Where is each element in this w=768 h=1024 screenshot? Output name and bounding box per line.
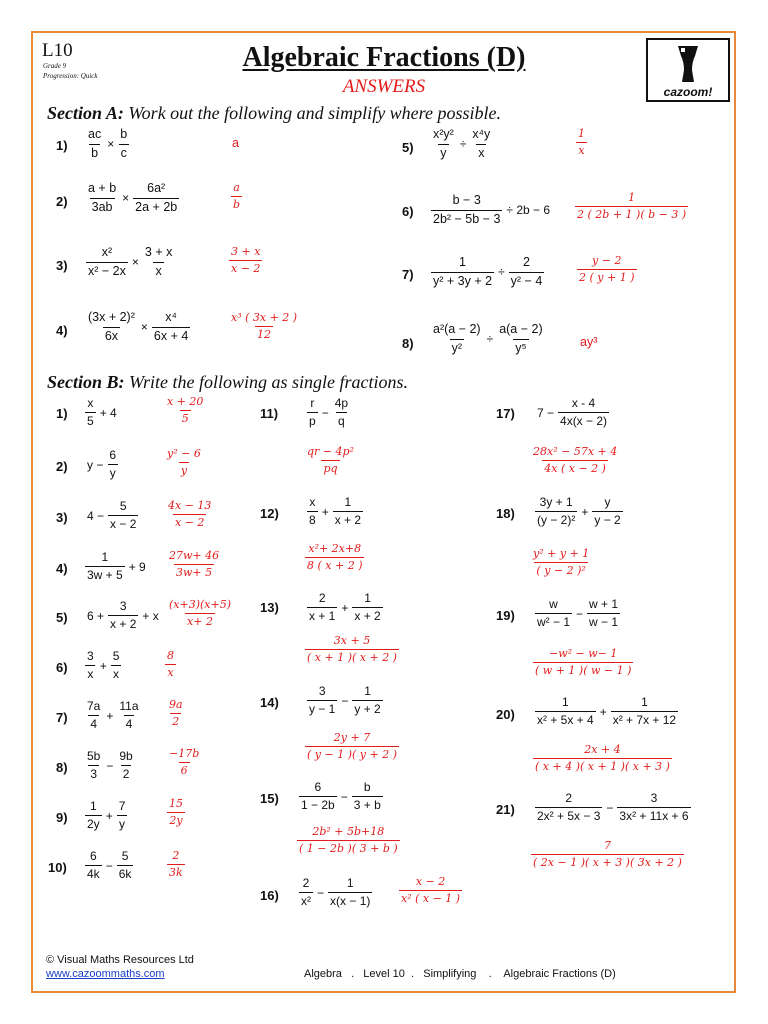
answer-a1: a — [232, 136, 239, 150]
answer-b17: $\frac{\text{28x² − 57x + 4}}{4x ( x - 2 )}$ — [533, 445, 618, 476]
question-b4: $\frac{1}{3w + 5}$ + 9 — [87, 550, 146, 583]
answer-b9: $\frac{15}{2y}$ — [169, 797, 183, 828]
question-number: 8) — [402, 336, 414, 351]
answer-b3: $\frac{4x - 13}{x - 2}$ — [168, 499, 212, 530]
answer-a8: ay³ — [580, 335, 598, 349]
question-number: 10) — [48, 860, 67, 875]
question-b20: $\frac{1}{\text{x² + 5x + 4}}$ + $\frac{1}{\text{x² + 7x + 12}}$ — [537, 695, 677, 728]
question-number: 9) — [56, 810, 68, 825]
question-number: 6) — [56, 660, 68, 675]
question-b2: y − $\frac{6}{y}$ — [87, 448, 117, 481]
question-number: 21) — [496, 802, 515, 817]
question-a5: $\frac{\text{x²y²}}{y}$ ÷ $\frac{\text{x⁴y}}{x}$ — [433, 127, 491, 160]
question-number: 2) — [56, 459, 68, 474]
progression-label: Progression: Quick — [43, 72, 98, 80]
answer-a6: $\frac{1}{2 ( 2b + 1 )( b - 3 )}$ — [577, 191, 687, 222]
question-a8: $\frac{\text{a²(a − 2)}}{\text{y²}}$ ÷ $\frac{a(a - 2)}{\text{y⁵}}$ — [433, 322, 543, 355]
answer-b6: $\frac{8}{x}$ — [167, 649, 174, 680]
answer-b2: $\frac{\text{y² − 6}}{y}$ — [167, 447, 201, 478]
question-a1: $\frac{ac}{b}$ × $\frac{b}{c}$ — [88, 127, 128, 160]
answer-b13: $\frac{3x + 5}{( x + 1 )( x + 2 )}$ — [307, 634, 397, 665]
page-title: Algebraic Fractions (D) — [242, 42, 526, 73]
question-a2: $\frac{a + b}{3ab}$ × $\frac{\text{6a²}}{2a + 2b}$ — [88, 181, 178, 214]
answer-b7: $\frac{9a}{2}$ — [169, 698, 183, 729]
question-a7: $\frac{1}{\text{y² + 3y + 2}}$ ÷ $\frac{2}{\text{y² − 4}}$ — [433, 255, 543, 288]
question-b7: $\frac{7a}{4}$ + $\frac{11a}{4}$ — [87, 699, 139, 732]
question-number: 1) — [56, 138, 68, 153]
answer-a2: $\frac{a}{b}$ — [233, 181, 241, 212]
question-b19: $\frac{w}{\text{w² − 1}}$ − $\frac{w + 1}{w - 1}$ — [537, 597, 619, 630]
question-number: 7) — [56, 710, 68, 725]
question-number: 18) — [496, 506, 515, 521]
section-b-heading: Section B: Write the following as single fractions. — [47, 372, 409, 392]
answer-b10: $\frac{2}{3k}$ — [169, 849, 183, 880]
answer-a7: $\frac{y - 2}{2 ( y + 1 )}$ — [579, 254, 635, 285]
question-b10: $\frac{6}{4k}$ − $\frac{5}{6k}$ — [87, 849, 132, 882]
cazoom-logo-icon — [648, 40, 728, 100]
question-number: 3) — [56, 510, 68, 525]
question-number: 17) — [496, 406, 515, 421]
question-b12: $\frac{x}{8}$ + $\frac{1}{x + 2}$ — [309, 495, 362, 528]
answer-b12: $\frac{\text{x²+ 2x+8}}{8 ( x + 2 )}$ — [307, 542, 363, 573]
question-b8: $\frac{5b}{3}$ − $\frac{9b}{2}$ — [87, 749, 133, 782]
question-b9: $\frac{1}{2y}$ + $\frac{7}{y}$ — [87, 799, 126, 832]
question-b15: $\frac{6}{1 - 2b}$ − $\frac{b}{3 + b}$ — [301, 780, 381, 813]
question-b6: $\frac{3}{x}$ + $\frac{5}{x}$ — [87, 649, 120, 682]
answer-b21: $\frac{7}{( 2x - 1 )( x + 3 )( 3x + 2 )}$ — [533, 839, 682, 870]
answer-b11: $\frac{\text{qr − 4p²}}{pq}$ — [307, 445, 354, 476]
question-number: 11) — [260, 406, 279, 421]
question-b14: $\frac{3}{y - 1}$ − $\frac{1}{y + 2}$ — [309, 684, 381, 717]
question-number: 15) — [260, 791, 279, 806]
answers-subtitle: ANSWERS — [342, 76, 426, 97]
question-b11: $\frac{r}{p}$ − $\frac{4p}{q}$ — [309, 396, 349, 429]
question-number: 13) — [260, 600, 279, 615]
question-b13: $\frac{2}{x + 1}$ + $\frac{1}{x + 2}$ — [309, 591, 381, 624]
question-b16: $\frac{2}{\text{x²}}$ − $\frac{1}{x(x - 1)}$ — [301, 876, 371, 909]
question-number: 2) — [56, 194, 68, 209]
question-number: 8) — [56, 760, 68, 775]
question-a3: $\frac{\text{x²}}{\text{x² − 2x}}$ × $\frac{3 + x}{x}$ — [88, 245, 173, 278]
question-number: 6) — [402, 204, 414, 219]
question-number: 20) — [496, 707, 515, 722]
question-b21: $\frac{2}{\text{2x² + 5x − 3}}$ − $\frac{3}{\text{3x² + 11x + 6}}$ — [537, 791, 689, 824]
answer-a3: $\frac{3 + x}{x - 2}$ — [231, 245, 261, 276]
answer-b4: $\frac{27w+ 46}{3w+ 5}$ — [169, 549, 220, 580]
answer-a5: $\frac{1}{x}$ — [578, 127, 585, 158]
copyright-text: © Visual Maths Resources Ltd — [46, 954, 194, 966]
question-b3: 4 − $\frac{5}{x - 2}$ — [87, 499, 137, 532]
question-b18: $\frac{3y + 1}{\text{(y − 2)²}}$ + $\frac{y}{y - 2}$ — [537, 495, 621, 528]
grade-label: Grade 9 — [43, 62, 67, 70]
footer-link[interactable] — [46, 968, 165, 980]
question-number: 7) — [402, 267, 414, 282]
section-a-heading: Section A: Work out the following and simplify where possible. — [47, 103, 501, 123]
question-number: 4) — [56, 323, 68, 338]
question-number: 12) — [260, 506, 279, 521]
answer-b1: $\frac{x + 20}{5}$ — [167, 395, 204, 426]
answer-b18: $\frac{\text{y² + y + 1}}{\text{( y − 2 )²}}$ — [533, 547, 590, 578]
footer-breadcrumb: Algebra . Level 10 . Simplifying . Algebraic Fractions (D) — [304, 968, 616, 980]
answer-b20: $\frac{2x + 4}{( x + 4 )( x + 1 )( x + 3 )}$ — [535, 743, 670, 774]
question-b1: $\frac{x}{5}$ + 4 — [87, 396, 117, 429]
answer-b16: $\frac{x - 2}{\text{x² ( x − 1 )}}$ — [401, 875, 461, 906]
answer-b8: $\frac{-17b}{6}$ — [169, 747, 200, 778]
question-b17: 7 − $\frac{x - 4}{4x(x - 2)}$ — [537, 396, 608, 429]
answer-b19: $\frac{\text{−w² − w− 1}}{( w + 1 )( w - 1 )}$ — [535, 647, 632, 678]
question-a4: $\frac{\text{(3x + 2)²}}{6x}$ × $\frac{\text{x⁴}}{6x + 4}$ — [88, 310, 189, 343]
question-number: 5) — [56, 610, 68, 625]
answer-b15: $\frac{\text{2b² + 5b+18}}{( 1 - 2b )( 3 + b )}$ — [299, 825, 398, 856]
question-number: 1) — [56, 406, 68, 421]
answer-b14: $\frac{2y + 7}{( y - 1 )( y + 2 )}$ — [307, 731, 397, 762]
question-number: 5) — [402, 140, 414, 155]
question-number: 19) — [496, 608, 515, 623]
logo-text: cazoom! — [663, 85, 713, 99]
question-number: 14) — [260, 695, 279, 710]
question-number: 16) — [260, 888, 279, 903]
cazoom-logo — [646, 38, 730, 102]
answer-b5: $\frac{(x+3)(x+5)}{x+ 2}$ — [169, 598, 232, 629]
question-b5: 6 + $\frac{3}{x + 2}$ + x — [87, 599, 159, 632]
answer-a4: $\frac{\text{x³ ( 3x + 2 )}}{12}$ — [231, 311, 298, 342]
question-a6: $\frac{b - 3}{\text{2b² − 5b − 3}}$ ÷ 2b − 6 — [433, 193, 551, 226]
website-link[interactable]: www.cazoommaths.com — [46, 968, 165, 980]
question-number: 4) — [56, 561, 68, 576]
level-label: L10 — [42, 40, 73, 61]
question-number: 3) — [56, 258, 68, 273]
